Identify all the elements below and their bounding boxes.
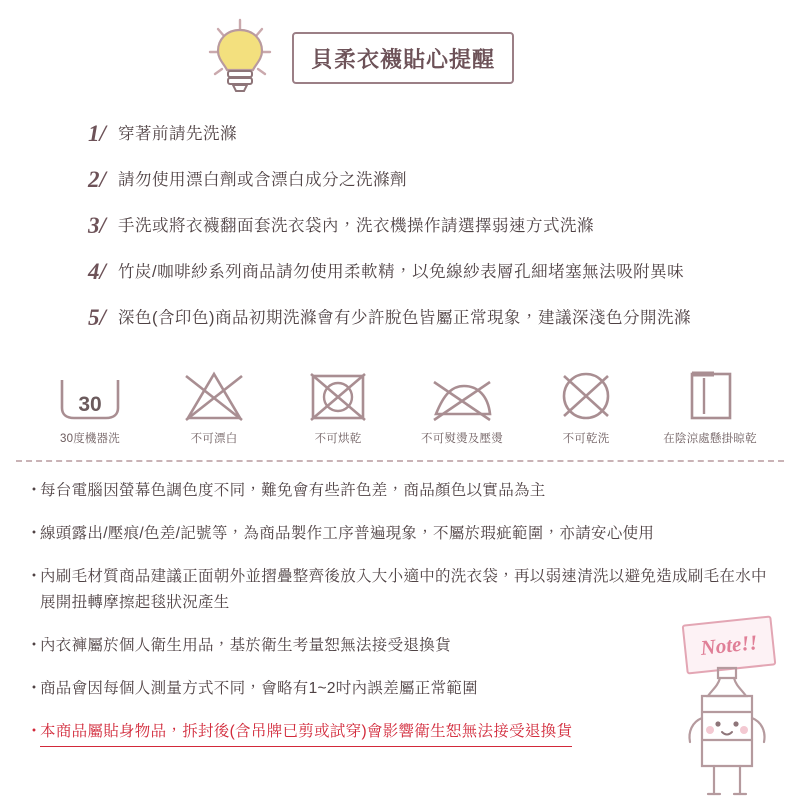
care-symbol-label: 不可熨燙及壓燙 [421,433,503,445]
page-title-text: 貝柔衣襪貼心提醒 [310,46,495,72]
list-item-text: 手洗或將衣襪翻面套洗衣袋內，洗衣機操作請選擇弱速方式洗滌 [118,217,594,235]
bullet-icon: ・ [26,723,43,740]
header [0,0,800,108]
list-item [0,304,800,350]
care-instruction-list [0,120,800,350]
note-stamp-text: Note!! [699,629,759,660]
care-symbol [37,368,143,446]
list-item-text: 內衣褲屬於個人衛生用品，基於衛生考量恕無法接受退換貨 [40,637,451,654]
bullet-icon: ・ [26,568,43,585]
list-item-number: 5/ [88,305,106,330]
list-item-text: 竹炭/咖啡紗系列商品請勿使用柔軟精，以免線紗表層孔細堵塞無法吸附異味 [118,263,685,281]
care-symbol [409,368,515,446]
bullet-icon: ・ [26,525,43,542]
care-symbol [285,368,391,446]
list-item-text: 穿著前請先洗滌 [118,125,237,143]
care-symbol-label: 在陰涼處懸掛晾乾 [663,433,757,445]
care-symbol-label: 不可漂白 [190,433,238,445]
list-item [0,478,800,504]
list-item-text: 內刷毛材質商品建議正面朝外並摺疊整齊後放入大小適中的洗衣袋，再以弱速清洗以避免造成刷毛在水中展開扭轉摩擦起毯狀況產生 [40,568,767,611]
list-item-number: 2/ [88,167,106,192]
wash-temperature-value: 30 [78,393,102,416]
list-item [0,120,800,166]
list-item [0,564,800,616]
list-item-text: 深色(含印色)商品初期洗滌會有少許脫色皆屬正常現象，建議深淺色分開洗滌 [118,309,691,327]
care-symbol [657,368,763,446]
list-item-number: 3/ [88,213,106,238]
list-item [0,521,800,547]
care-symbol-label: 不可烘乾 [314,433,362,445]
page-title [292,32,514,84]
care-symbol [161,368,267,446]
line-dry-shade-icon [674,368,746,424]
no-dry-clean-icon [550,368,622,424]
mascot-bottle-character-icon [672,662,782,800]
list-item-number: 1/ [88,121,106,146]
no-iron-icon [426,368,498,424]
care-symbol-label: 30度機器洗 [60,433,120,445]
bullet-icon: ・ [26,637,43,654]
list-item-text: 本商品屬貼身物品，拆封後(含吊牌已剪或試穿)會影響衛生恕無法接受退換貨 [40,719,572,747]
bullet-icon: ・ [26,482,43,499]
lightbulb-icon [205,18,275,96]
no-bleach-icon [178,368,250,424]
care-symbol-row [0,368,800,446]
list-item [0,258,800,304]
no-tumble-dry-icon [302,368,374,424]
list-item [0,166,800,212]
list-item-text: 請勿使用漂白劑或含漂白成分之洗滌劑 [118,171,407,189]
wash-30-icon [54,368,126,424]
bullet-icon: ・ [26,680,43,697]
care-symbol [533,368,639,446]
section-divider [16,460,784,462]
list-item-text: 線頭露出/壓痕/色差/記號等，為商品製作工序普遍現象，不屬於瑕疵範圍，亦請安心使用 [40,525,655,542]
list-item-text: 每台電腦因螢幕色調色度不同，難免會有些許色差，商品顏色以實品為主 [40,482,546,499]
care-symbol-label: 不可乾洗 [562,433,610,445]
list-item [0,212,800,258]
list-item [0,633,800,659]
list-item-text: 商品會因每個人測量方式不同，會略有1~2吋內誤差屬正常範圍 [40,680,478,697]
list-item-number: 4/ [88,259,106,284]
